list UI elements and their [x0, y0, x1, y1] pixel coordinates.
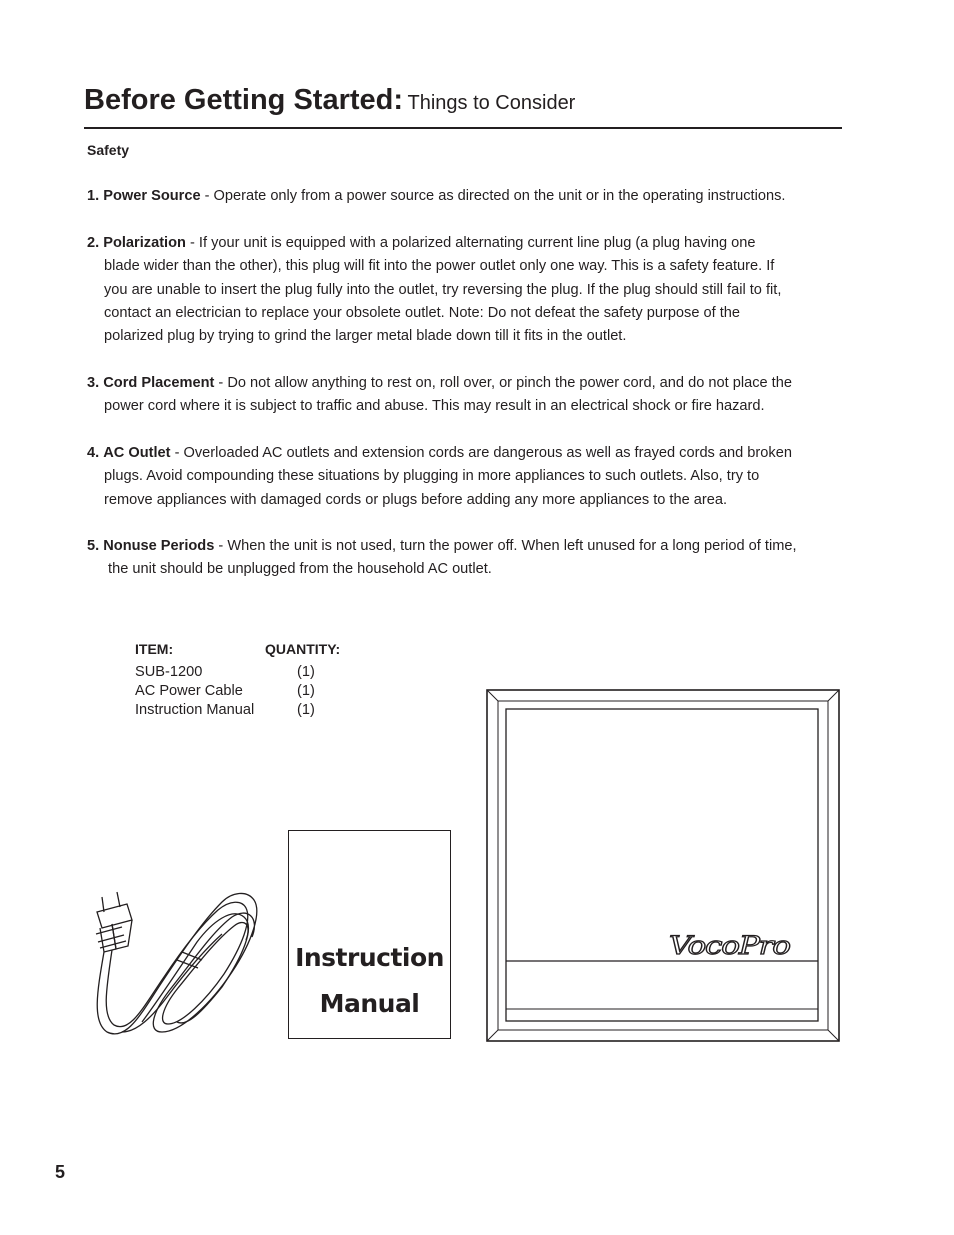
item-number: 4. — [87, 445, 100, 461]
safety-item-cord-placement — [87, 372, 847, 419]
safety-item-power-source — [87, 185, 847, 208]
item-term: Nonuse Periods — [103, 538, 215, 554]
manual-title-line2: Manual — [319, 989, 420, 1018]
title-divider — [84, 127, 842, 129]
safety-item-nonuse-periods — [87, 535, 847, 582]
cell-item: Instruction Manual — [135, 702, 255, 718]
item-number: 3. — [87, 375, 100, 391]
item-term: Power Source — [103, 188, 201, 204]
cell-item: SUB-1200 — [135, 664, 203, 680]
cell-quantity: (1) — [297, 683, 315, 699]
column-header-quantity: QUANTITY: — [265, 641, 341, 657]
brand-logo-text: VocoPro — [669, 931, 790, 960]
manual-title-line1: Instruction — [295, 943, 444, 972]
page-number: 5 — [55, 1162, 66, 1182]
item-number: 5. — [87, 538, 100, 554]
contents-table — [135, 641, 340, 720]
item-number: 2. — [87, 235, 100, 251]
item-term: AC Outlet — [103, 445, 171, 461]
safety-heading: Safety — [87, 142, 130, 158]
item-text: - When the unit is not used, turn the power off. When left unused for a long period of time, — [214, 538, 797, 554]
cell-quantity: (1) — [297, 702, 315, 718]
item-line: the unit should be unplugged from the household AC outlet. — [104, 561, 492, 578]
item-line: you are unable to insert the plug fully into the outlet, try reversing the plug. If the plug should still fail to fit, — [104, 281, 782, 298]
safety-item-polarization — [87, 232, 847, 348]
item-text: - Operate only from a power source as directed on the unit or in the operating instructions. — [200, 188, 786, 204]
item-line: contact an electrician to replace your obsolete outlet. Note: Do not defeat the safety purpose of the — [104, 304, 741, 321]
brand-logo — [669, 931, 849, 961]
cell-quantity: (1) — [297, 664, 315, 680]
table-row — [135, 682, 340, 701]
item-text: - Overloaded AC outlets and extension cords are dangerous as well as frayed cords and broken — [170, 445, 792, 461]
instruction-manual-illustration — [288, 830, 451, 1039]
item-term: Cord Placement — [103, 375, 215, 391]
item-line: plugs. Avoid compounding these situations by plugging in more appliances to such outlets. Also, try to — [104, 468, 760, 485]
item-number: 1. — [87, 188, 100, 204]
item-line: polarized plug by trying to grind the larger metal blade down till it fits in the outlet. — [104, 328, 627, 345]
column-header-item: ITEM: — [135, 641, 174, 657]
page-title-sub: Things to Consider — [407, 92, 576, 114]
item-text: - Do not allow anything to rest on, roll over, or pinch the power cord, and do not place the — [214, 375, 792, 391]
item-line: remove appliances with damaged cords or plugs before adding any more appliances to the area. — [104, 491, 728, 508]
item-line: power cord where it is subject to traffic and abuse. This may result in an electrical shock or fire hazard. — [104, 398, 765, 415]
item-text: - If your unit is equipped with a polarized alternating current line plug (a plug having one — [185, 235, 756, 251]
page-title — [84, 84, 575, 117]
page-title-main: Before Getting Started: — [84, 84, 404, 116]
safety-item-ac-outlet — [87, 442, 847, 512]
cell-item: AC Power Cable — [135, 683, 243, 699]
table-row — [135, 701, 340, 720]
power-cable-illustration — [82, 882, 272, 1042]
contents-table-header — [135, 641, 340, 663]
item-line: blade wider than the other), this plug will fit into the power outlet only one way. This is a safety feature. If — [104, 258, 775, 275]
table-row — [135, 663, 340, 682]
subwoofer-unit-illustration — [486, 689, 840, 1043]
item-term: Polarization — [103, 235, 186, 251]
